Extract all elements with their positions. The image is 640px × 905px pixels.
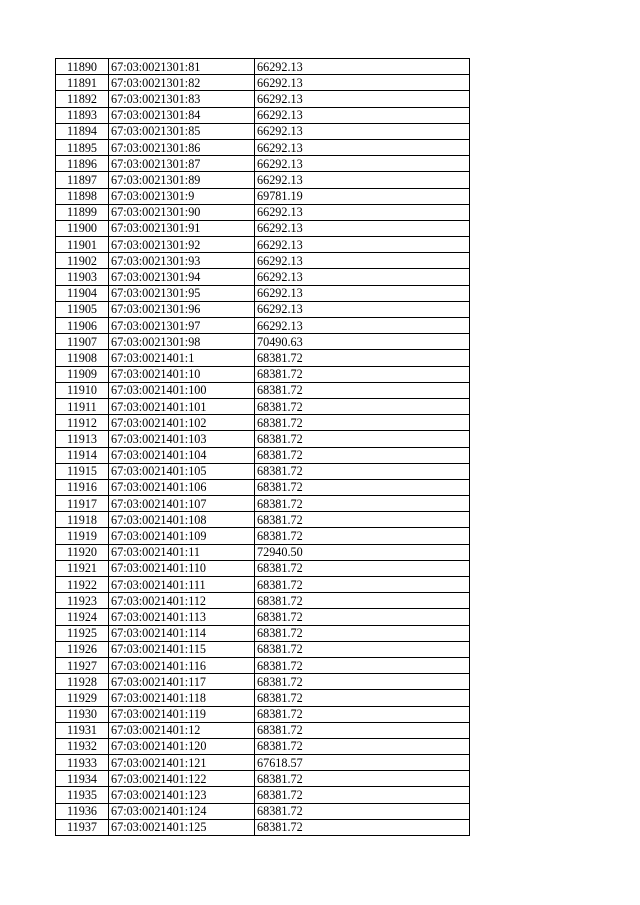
cadastral-number-cell: 67:03:0021301:83 bbox=[109, 91, 255, 107]
row-number-cell: 11901 bbox=[56, 237, 109, 253]
cadastral-value-cell: 68381.72 bbox=[255, 382, 470, 398]
row-number-cell: 11932 bbox=[56, 738, 109, 754]
table-row bbox=[56, 301, 470, 317]
row-number-cell: 11931 bbox=[56, 722, 109, 738]
cadastral-number-cell: 67:03:0021301:95 bbox=[109, 285, 255, 301]
cadastral-number-cell: 67:03:0021401:114 bbox=[109, 625, 255, 641]
cadastral-value-cell: 68381.72 bbox=[255, 722, 470, 738]
table-row bbox=[56, 188, 470, 204]
cadastral-number-cell: 67:03:0021301:85 bbox=[109, 123, 255, 139]
cadastral-number-cell: 67:03:0021401:119 bbox=[109, 706, 255, 722]
row-number-cell: 11936 bbox=[56, 803, 109, 819]
table-row bbox=[56, 787, 470, 803]
table-row bbox=[56, 447, 470, 463]
cadastral-number-cell: 67:03:0021301:86 bbox=[109, 139, 255, 155]
table-row bbox=[56, 431, 470, 447]
row-number-cell: 11930 bbox=[56, 706, 109, 722]
table-row bbox=[56, 107, 470, 123]
cadastral-number-cell: 67:03:0021401:120 bbox=[109, 738, 255, 754]
cadastral-value-cell: 66292.13 bbox=[255, 139, 470, 155]
cadastral-number-cell: 67:03:0021401:105 bbox=[109, 463, 255, 479]
table-row bbox=[56, 91, 470, 107]
cadastral-number-cell: 67:03:0021401:104 bbox=[109, 447, 255, 463]
cadastral-number-cell: 67:03:0021401:112 bbox=[109, 593, 255, 609]
cadastral-value-cell: 66292.13 bbox=[255, 285, 470, 301]
cadastral-number-cell: 67:03:0021301:91 bbox=[109, 220, 255, 236]
cadastral-number-cell: 67:03:0021301:96 bbox=[109, 301, 255, 317]
table-row bbox=[56, 285, 470, 301]
cadastral-value-cell: 68381.72 bbox=[255, 447, 470, 463]
cadastral-value-cell: 68381.72 bbox=[255, 706, 470, 722]
cadastral-value-cell: 66292.13 bbox=[255, 318, 470, 334]
table-row bbox=[56, 560, 470, 576]
row-number-cell: 11908 bbox=[56, 350, 109, 366]
row-number-cell: 11900 bbox=[56, 220, 109, 236]
table-row bbox=[56, 657, 470, 673]
row-number-cell: 11891 bbox=[56, 75, 109, 91]
cadastral-number-cell: 67:03:0021401:122 bbox=[109, 771, 255, 787]
row-number-cell: 11903 bbox=[56, 269, 109, 285]
cadastral-value-cell: 68381.72 bbox=[255, 512, 470, 528]
row-number-cell: 11905 bbox=[56, 301, 109, 317]
row-number-cell: 11904 bbox=[56, 285, 109, 301]
table-row bbox=[56, 237, 470, 253]
row-number-cell: 11896 bbox=[56, 156, 109, 172]
cadastral-value-cell: 66292.13 bbox=[255, 237, 470, 253]
cadastral-number-cell: 67:03:0021301:92 bbox=[109, 237, 255, 253]
cadastral-number-cell: 67:03:0021401:11 bbox=[109, 544, 255, 560]
row-number-cell: 11897 bbox=[56, 172, 109, 188]
row-number-cell: 11937 bbox=[56, 819, 109, 835]
table-row bbox=[56, 204, 470, 220]
cadastral-number-cell: 67:03:0021401:115 bbox=[109, 641, 255, 657]
cadastral-value-cell: 68381.72 bbox=[255, 577, 470, 593]
table-row bbox=[56, 722, 470, 738]
table-row bbox=[56, 334, 470, 350]
cadastral-value-cell: 67618.57 bbox=[255, 755, 470, 771]
table-row bbox=[56, 577, 470, 593]
cadastral-number-cell: 67:03:0021301:90 bbox=[109, 204, 255, 220]
row-number-cell: 11927 bbox=[56, 657, 109, 673]
cadastral-number-cell: 67:03:0021401:101 bbox=[109, 398, 255, 414]
cadastral-number-cell: 67:03:0021401:110 bbox=[109, 560, 255, 576]
row-number-cell: 11911 bbox=[56, 398, 109, 414]
row-number-cell: 11893 bbox=[56, 107, 109, 123]
table-row bbox=[56, 59, 470, 75]
cadastral-number-cell: 67:03:0021401:109 bbox=[109, 528, 255, 544]
cadastral-value-cell: 68381.72 bbox=[255, 560, 470, 576]
table-row bbox=[56, 398, 470, 414]
table-row bbox=[56, 253, 470, 269]
row-number-cell: 11914 bbox=[56, 447, 109, 463]
table-row bbox=[56, 819, 470, 835]
cadastral-value-cell: 72940.50 bbox=[255, 544, 470, 560]
cadastral-value-cell: 66292.13 bbox=[255, 301, 470, 317]
row-number-cell: 11921 bbox=[56, 560, 109, 576]
cadastral-value-cell: 68381.72 bbox=[255, 803, 470, 819]
row-number-cell: 11899 bbox=[56, 204, 109, 220]
row-number-cell: 11928 bbox=[56, 674, 109, 690]
cadastral-value-cell: 68381.72 bbox=[255, 496, 470, 512]
table-row bbox=[56, 156, 470, 172]
cadastral-value-cell: 66292.13 bbox=[255, 269, 470, 285]
cadastral-value-cell: 68381.72 bbox=[255, 431, 470, 447]
row-number-cell: 11907 bbox=[56, 334, 109, 350]
row-number-cell: 11925 bbox=[56, 625, 109, 641]
cadastral-value-cell: 66292.13 bbox=[255, 220, 470, 236]
row-number-cell: 11924 bbox=[56, 609, 109, 625]
table-row bbox=[56, 139, 470, 155]
row-number-cell: 11922 bbox=[56, 577, 109, 593]
row-number-cell: 11909 bbox=[56, 366, 109, 382]
table-row bbox=[56, 528, 470, 544]
cadastral-value-cell: 66292.13 bbox=[255, 204, 470, 220]
row-number-cell: 11929 bbox=[56, 690, 109, 706]
cadastral-value-cell: 68381.72 bbox=[255, 819, 470, 835]
table-row bbox=[56, 269, 470, 285]
cadastral-value-cell: 68381.72 bbox=[255, 366, 470, 382]
table-row bbox=[56, 172, 470, 188]
table-row bbox=[56, 318, 470, 334]
table-row bbox=[56, 366, 470, 382]
row-number-cell: 11920 bbox=[56, 544, 109, 560]
table-row bbox=[56, 544, 470, 560]
row-number-cell: 11898 bbox=[56, 188, 109, 204]
cadastral-value-cell: 68381.72 bbox=[255, 528, 470, 544]
table-row bbox=[56, 75, 470, 91]
cadastral-number-cell: 67:03:0021301:93 bbox=[109, 253, 255, 269]
table-row bbox=[56, 674, 470, 690]
cadastral-value-cell: 66292.13 bbox=[255, 59, 470, 75]
cadastral-number-cell: 67:03:0021401:123 bbox=[109, 787, 255, 803]
cadastral-number-cell: 67:03:0021301:9 bbox=[109, 188, 255, 204]
cadastral-number-cell: 67:03:0021401:106 bbox=[109, 479, 255, 495]
table-row bbox=[56, 609, 470, 625]
cadastral-value-cell: 68381.72 bbox=[255, 771, 470, 787]
row-number-cell: 11910 bbox=[56, 382, 109, 398]
cadastral-number-cell: 67:03:0021401:10 bbox=[109, 366, 255, 382]
table-row bbox=[56, 123, 470, 139]
table-row bbox=[56, 463, 470, 479]
row-number-cell: 11890 bbox=[56, 59, 109, 75]
row-number-cell: 11892 bbox=[56, 91, 109, 107]
cadastral-number-cell: 67:03:0021301:82 bbox=[109, 75, 255, 91]
cadastral-value-cell: 66292.13 bbox=[255, 253, 470, 269]
cadastral-number-cell: 67:03:0021401:124 bbox=[109, 803, 255, 819]
cadastral-value-cell: 68381.72 bbox=[255, 609, 470, 625]
row-number-cell: 11902 bbox=[56, 253, 109, 269]
cadastral-number-cell: 67:03:0021401:113 bbox=[109, 609, 255, 625]
cadastral-value-cell: 68381.72 bbox=[255, 593, 470, 609]
cadastral-value-cell: 68381.72 bbox=[255, 398, 470, 414]
cadastral-number-cell: 67:03:0021401:117 bbox=[109, 674, 255, 690]
cadastral-value-cell: 68381.72 bbox=[255, 657, 470, 673]
table-row bbox=[56, 755, 470, 771]
cadastral-number-cell: 67:03:0021301:97 bbox=[109, 318, 255, 334]
cadastral-number-cell: 67:03:0021401:121 bbox=[109, 755, 255, 771]
table-row bbox=[56, 641, 470, 657]
row-number-cell: 11916 bbox=[56, 479, 109, 495]
cadastral-value-cell: 68381.72 bbox=[255, 674, 470, 690]
table-row bbox=[56, 803, 470, 819]
cadastral-value-cell: 68381.72 bbox=[255, 625, 470, 641]
cadastral-number-cell: 67:03:0021401:107 bbox=[109, 496, 255, 512]
row-number-cell: 11935 bbox=[56, 787, 109, 803]
cadastral-number-cell: 67:03:0021401:103 bbox=[109, 431, 255, 447]
cadastral-number-cell: 67:03:0021401:118 bbox=[109, 690, 255, 706]
row-number-cell: 11906 bbox=[56, 318, 109, 334]
row-number-cell: 11933 bbox=[56, 755, 109, 771]
cadastral-number-cell: 67:03:0021401:102 bbox=[109, 415, 255, 431]
row-number-cell: 11918 bbox=[56, 512, 109, 528]
cadastral-value-cell: 69781.19 bbox=[255, 188, 470, 204]
table-row bbox=[56, 350, 470, 366]
row-number-cell: 11912 bbox=[56, 415, 109, 431]
table-row bbox=[56, 496, 470, 512]
table-row bbox=[56, 771, 470, 787]
row-number-cell: 11894 bbox=[56, 123, 109, 139]
cadastral-number-cell: 67:03:0021401:111 bbox=[109, 577, 255, 593]
cadastral-value-cell: 68381.72 bbox=[255, 738, 470, 754]
cadastral-number-cell: 67:03:0021301:81 bbox=[109, 59, 255, 75]
cadastral-number-cell: 67:03:0021401:108 bbox=[109, 512, 255, 528]
cadastral-value-cell: 66292.13 bbox=[255, 172, 470, 188]
cadastral-value-cell: 66292.13 bbox=[255, 107, 470, 123]
cadastral-number-cell: 67:03:0021301:84 bbox=[109, 107, 255, 123]
cadastral-value-cell: 68381.72 bbox=[255, 787, 470, 803]
table-row bbox=[56, 382, 470, 398]
cadastral-value-cell: 68381.72 bbox=[255, 479, 470, 495]
cadastral-value-cell: 66292.13 bbox=[255, 123, 470, 139]
cadastral-value-cell: 68381.72 bbox=[255, 350, 470, 366]
row-number-cell: 11919 bbox=[56, 528, 109, 544]
cadastral-number-cell: 67:03:0021401:1 bbox=[109, 350, 255, 366]
cadastral-value-cell: 66292.13 bbox=[255, 156, 470, 172]
cadastral-number-cell: 67:03:0021301:87 bbox=[109, 156, 255, 172]
table-row bbox=[56, 738, 470, 754]
cadastral-value-cell: 68381.72 bbox=[255, 690, 470, 706]
table-row bbox=[56, 706, 470, 722]
cadastral-value-cell: 68381.72 bbox=[255, 415, 470, 431]
row-number-cell: 11926 bbox=[56, 641, 109, 657]
cadastral-value-cell: 66292.13 bbox=[255, 75, 470, 91]
table-row bbox=[56, 690, 470, 706]
cadastral-number-cell: 67:03:0021401:100 bbox=[109, 382, 255, 398]
row-number-cell: 11895 bbox=[56, 139, 109, 155]
cadastral-value-table bbox=[55, 58, 470, 836]
table-row bbox=[56, 512, 470, 528]
row-number-cell: 11917 bbox=[56, 496, 109, 512]
cadastral-number-cell: 67:03:0021301:94 bbox=[109, 269, 255, 285]
cadastral-value-cell: 68381.72 bbox=[255, 641, 470, 657]
cadastral-value-cell: 70490.63 bbox=[255, 334, 470, 350]
table-row bbox=[56, 415, 470, 431]
table-row bbox=[56, 220, 470, 236]
cadastral-value-cell: 68381.72 bbox=[255, 463, 470, 479]
table-body bbox=[56, 59, 470, 836]
cadastral-number-cell: 67:03:0021401:12 bbox=[109, 722, 255, 738]
cadastral-number-cell: 67:03:0021301:89 bbox=[109, 172, 255, 188]
cadastral-number-cell: 67:03:0021301:98 bbox=[109, 334, 255, 350]
cadastral-number-cell: 67:03:0021401:116 bbox=[109, 657, 255, 673]
row-number-cell: 11923 bbox=[56, 593, 109, 609]
cadastral-number-cell: 67:03:0021401:125 bbox=[109, 819, 255, 835]
table-row bbox=[56, 625, 470, 641]
row-number-cell: 11913 bbox=[56, 431, 109, 447]
row-number-cell: 11915 bbox=[56, 463, 109, 479]
table-row bbox=[56, 593, 470, 609]
cadastral-value-cell: 66292.13 bbox=[255, 91, 470, 107]
row-number-cell: 11934 bbox=[56, 771, 109, 787]
table-row bbox=[56, 479, 470, 495]
